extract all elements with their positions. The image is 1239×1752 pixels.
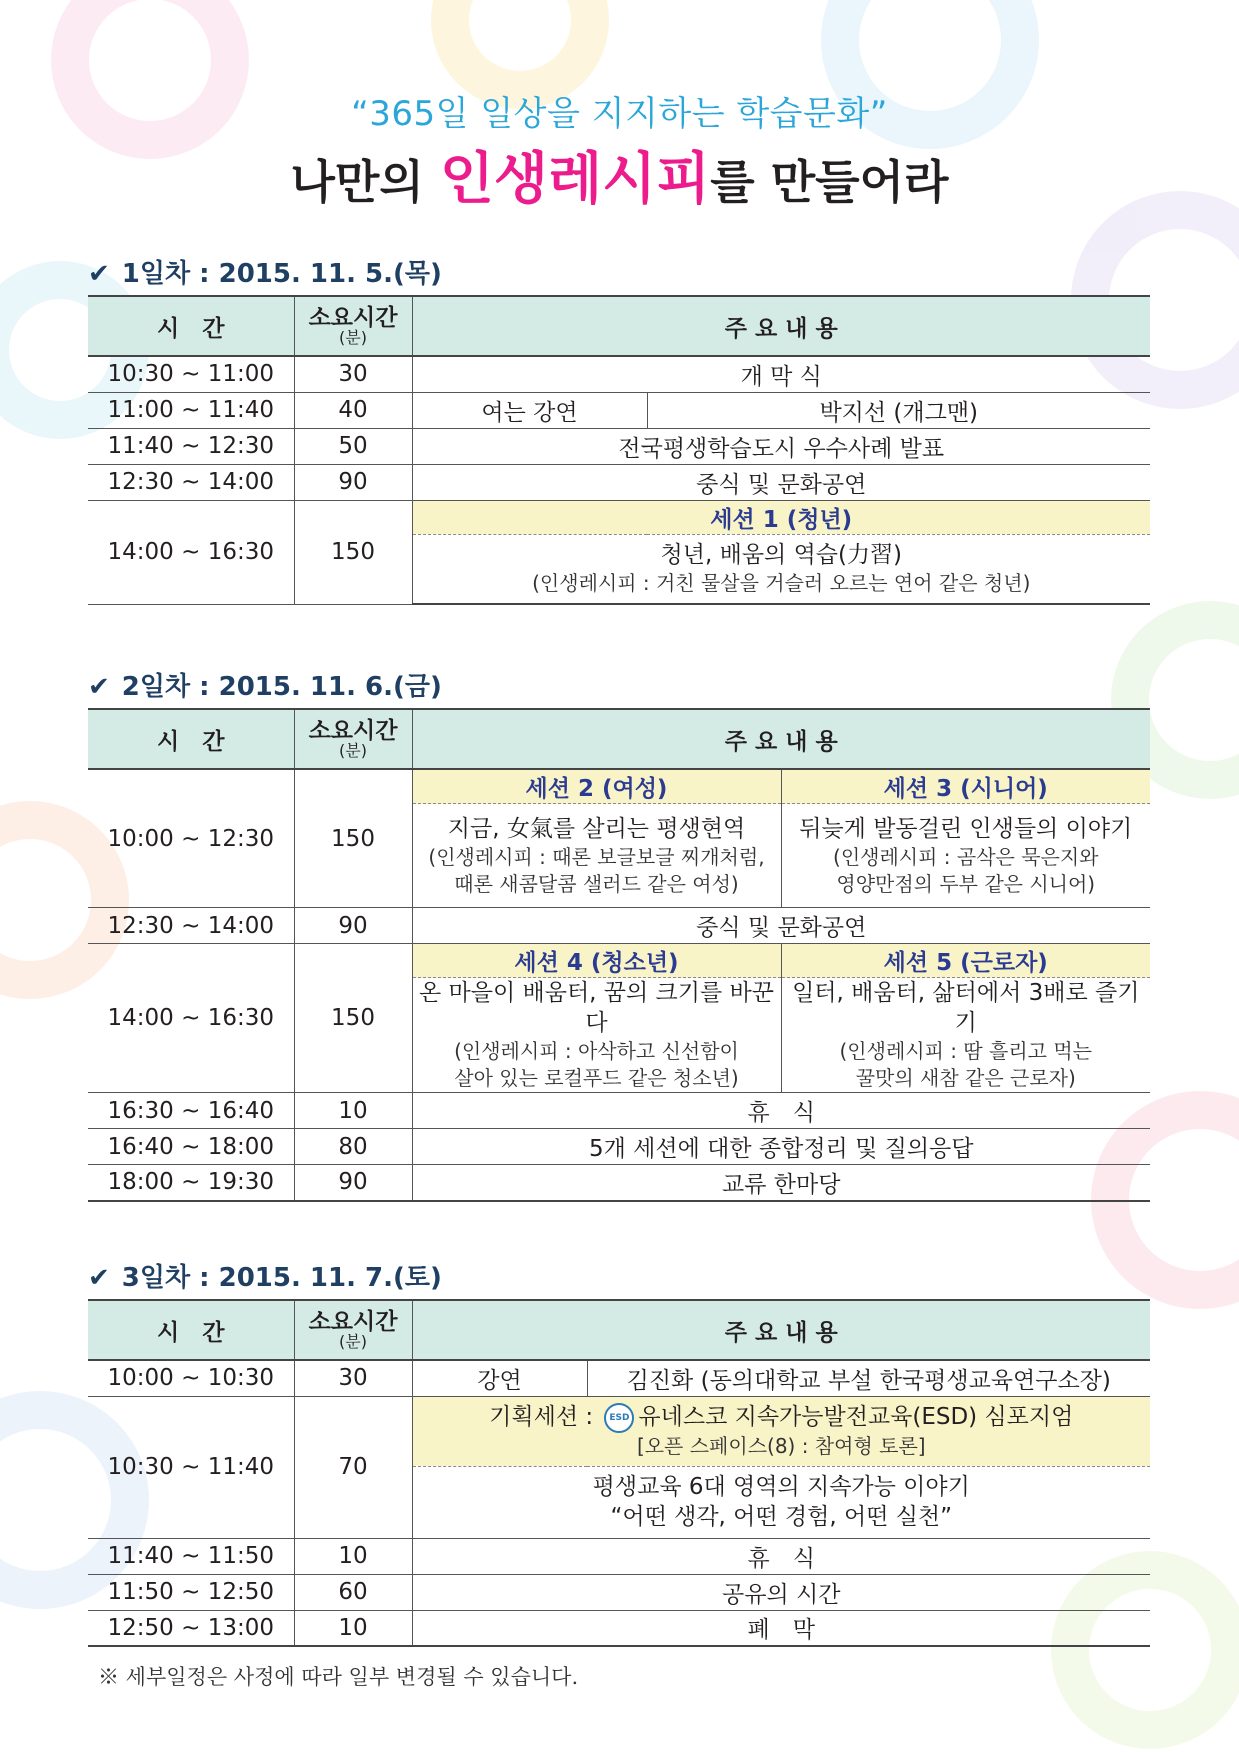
day3-heading-text: 3일차 : 2015. 11. 7.(토) xyxy=(121,1263,442,1293)
day1-heading xyxy=(88,253,442,290)
header-duration: 소요시간 (분) xyxy=(294,296,412,356)
day1-schedule-table: 시 간 소요시간 (분) 주 요 내 용 10:30 ~ 11:00 30 개 막 식 11:00 ~ 11:40 40 여는 강연 박지선 (개그맨) 11:40 ~ 12:30 50 전국평생학습도시 우수사례 발표 12:30 ~ 14:00 90 중식 및 문화공연 14:00 ~ 16:30 150 세션 1 (청년) 청년, 배움의 역습(力習) (인생레시피 : 거친 물살을 거슬러 오르는 연어 같은 청년) xyxy=(88,295,1150,605)
table-row: 11:00 ~ 11:40 40 여는 강연 박지선 (개그맨) xyxy=(88,392,1150,428)
check-icon: ✔ xyxy=(88,1263,110,1293)
table-row: 10:30 ~ 11:40 70 기획세션 : ESD 유네스코 지속가능발전교육(ESD) 심포지엄 [오픈 스페이스(8) : 참여형 토론] xyxy=(88,1396,1150,1466)
title-pre: 나만의 xyxy=(290,155,440,209)
day2-schedule-table: 시 간 소요시간 (분) 주 요 내 용 10:00 ~ 12:30 150 세션 2 (여성) 세션 3 (시니어) 지금, 女氣를 살리는 평생현역 (인생레시피 : 때론 보글보글 찌개처럼, 때론 새콤달콤 샐러드 같은 여성) 뒤늦게 발동걸린 인생들의 이야기 (인생레시피 : 곰삭은 묵은지와 영양만점의 두부 같은 시니어) 12:30 ~ 14:00 90 중식 및 문화공연 14:00 ~ 16:30 150 세션 4 (청소년) 세션 5 (근로자) 온 마을이 배움터, 꿈의 크기를 바꾼다 (인생레시피 : 아삭하고 신선함이 살아 있는 로컬푸드 같은 청소년) 일터, 배움터, 삶터에서 3배로 즐기기 (인생레시피 : 땀 흘리고 먹는 꿀맛의 새참 같은 근로자) 16:30 ~ 16:40 10 휴 식 16:40 ~ 18:00 80 5개 세션에 대한 종합정리 및 질의응답 18:00 ~ 19:30 90 교류 한마당 xyxy=(88,708,1150,1202)
header-content: 주 요 내 용 xyxy=(412,296,1150,356)
table-row: 14:00 ~ 16:30 150 세션 4 (청소년) 세션 5 (근로자) xyxy=(88,944,1150,978)
header-content: 주 요 내 용 xyxy=(412,1300,1150,1360)
day2-heading-text: 2일차 : 2015. 11. 6.(금) xyxy=(121,672,442,702)
table-row: 12:50 ~ 13:00 10 폐 막 xyxy=(88,1610,1150,1646)
header-time: 시 간 xyxy=(88,1300,294,1360)
table-row: 18:00 ~ 19:30 90 교류 한마당 xyxy=(88,1165,1150,1201)
footnote: ※ 세부일정은 사정에 따라 일부 변경될 수 있습니다. xyxy=(98,1665,579,1689)
header-time: 시 간 xyxy=(88,709,294,769)
header-duration: 소요시간 (분) xyxy=(294,709,412,769)
table-row: 16:40 ~ 18:00 80 5개 세션에 대한 종합정리 및 질의응답 xyxy=(88,1129,1150,1165)
day3-schedule-table: 시 간 소요시간 (분) 주 요 내 용 10:00 ~ 10:30 30 강연 김진화 (동의대학교 부설 한국평생교육연구소장) 10:30 ~ 11:40 70 기획세션 : ESD 유네스코 지속가능발전교육(ESD) 심포지엄 [오픈 스페이스(8) : 참여형 토론] 평생교육 6대 영역의 지속가능 이야기 “어떤 생각, 어떤 경험, 어떤 실천” 11:40 ~ 11:50 10 휴 식 11:50 ~ 12:50 60 공유의 시간 12:50 ~ 13:00 10 폐 막 xyxy=(88,1299,1150,1647)
header-content: 주 요 내 용 xyxy=(412,709,1150,769)
header-duration: 소요시간 (분) xyxy=(294,1300,412,1360)
table-row: 10:30 ~ 11:00 30 개 막 식 xyxy=(88,356,1150,392)
title-post: 를 만들어라 xyxy=(710,155,949,209)
table-row: 12:30 ~ 14:00 90 중식 및 문화공연 xyxy=(88,908,1150,944)
day2-heading xyxy=(88,666,442,703)
table-row: 10:00 ~ 12:30 150 세션 2 (여성) 세션 3 (시니어) xyxy=(88,769,1150,804)
session-label: 세션 4 (청소년) xyxy=(412,944,781,978)
table-row: 11:40 ~ 12:30 50 전국평생학습도시 우수사례 발표 xyxy=(88,428,1150,464)
day1-heading-text: 1일차 : 2015. 11. 5.(목) xyxy=(121,259,442,289)
header-time: 시 간 xyxy=(88,296,294,356)
table-row: 11:50 ~ 12:50 60 공유의 시간 xyxy=(88,1574,1150,1610)
esd-logo-icon: ESD xyxy=(604,1403,634,1433)
session-label: 세션 2 (여성) xyxy=(412,769,781,804)
table-row: 11:40 ~ 11:50 10 휴 식 xyxy=(88,1538,1150,1574)
page-title xyxy=(0,147,1239,212)
check-icon: ✔ xyxy=(88,672,110,702)
table-row: 16:30 ~ 16:40 10 휴 식 xyxy=(88,1093,1150,1129)
title-highlight: 인생레시피 xyxy=(439,147,711,212)
session-label: 세션 3 (시니어) xyxy=(781,769,1150,804)
special-session-label: 기획세션 : ESD 유네스코 지속가능발전교육(ESD) 심포지엄 [오픈 스페이스(8) : 참여형 토론] xyxy=(412,1396,1150,1466)
day3-heading xyxy=(88,1257,442,1294)
check-icon: ✔ xyxy=(88,259,110,289)
table-row: 10:00 ~ 10:30 30 강연 김진화 (동의대학교 부설 한국평생교육연구소장) xyxy=(88,1360,1150,1396)
subtitle: “365일 일상을 지지하는 학습문화” xyxy=(351,94,888,134)
session-label: 세션 5 (근로자) xyxy=(781,944,1150,978)
session-label: 세션 1 (청년) xyxy=(412,500,1150,534)
table-row: 12:30 ~ 14:00 90 중식 및 문화공연 xyxy=(88,464,1150,500)
table-row: 14:00 ~ 16:30 150 세션 1 (청년) xyxy=(88,500,1150,534)
